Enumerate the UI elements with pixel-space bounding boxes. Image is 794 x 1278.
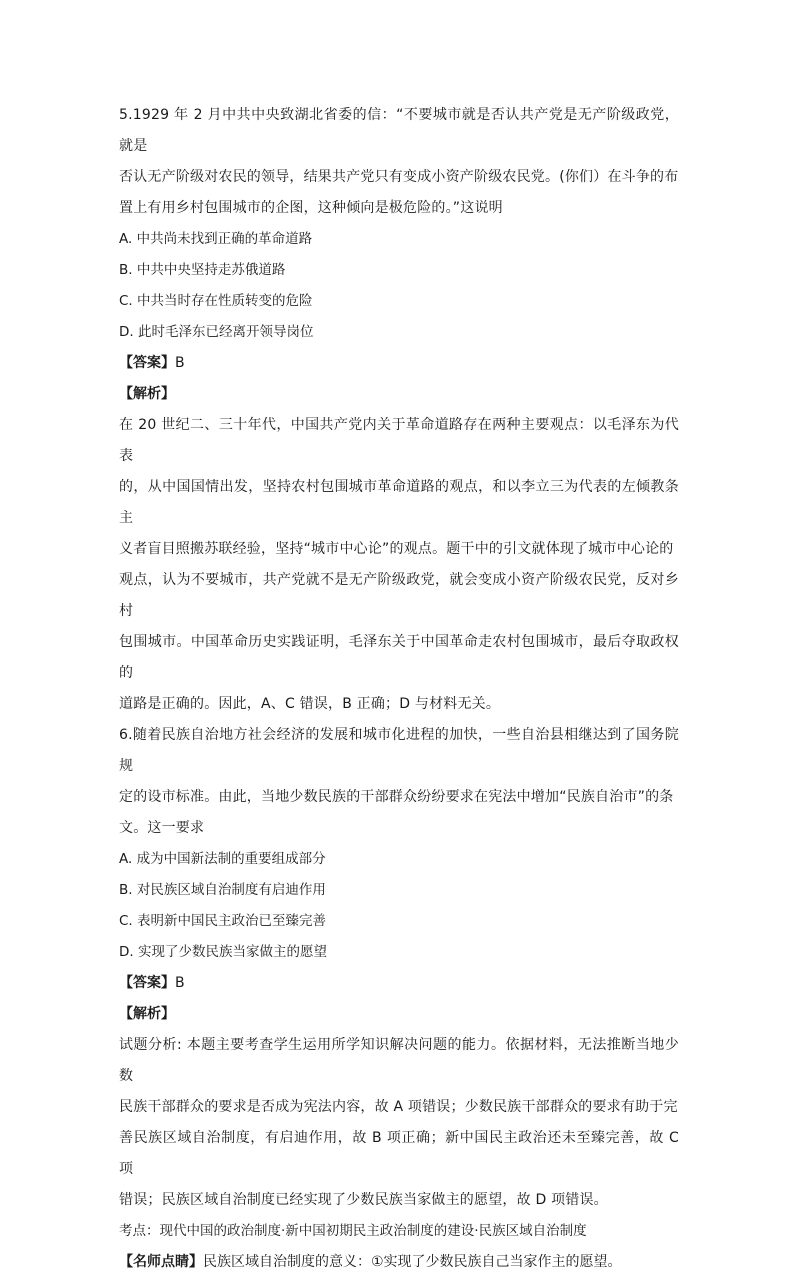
option-b: B. 中共中央坚持走苏俄道路: [119, 262, 286, 278]
option-c: C. 表明新中国民主政治已至臻完善: [119, 913, 327, 929]
option-d: D. 实现了少数民族当家做主的愿望: [119, 944, 327, 960]
teacher-note-text: 民族区域自治制度的意义：①实现了少数民族自己当家作主的愿望。: [203, 1254, 622, 1270]
analysis-label: 【解析】: [119, 1006, 175, 1022]
question-6-options: [119, 844, 679, 968]
analysis-line: 观点，认为不要城市，共产党就不是无产阶级政党，就会变成小资产阶级农民党，反对乡村: [119, 572, 679, 619]
option-b: B. 对民族区域自治制度有启迪作用: [119, 882, 326, 898]
question-5: [119, 100, 679, 720]
analysis-line: 包围城市。中国革命历史实践证明，毛泽东关于中国革命走农村包围城市，最后夺取政权的: [119, 634, 679, 681]
analysis-label: 【解析】: [119, 386, 175, 402]
document-page: [119, 100, 679, 1278]
analysis-heading: [119, 999, 679, 1030]
stem-line: 置上有用乡村包围城市的企图，这种倾向是极危险的。”这说明: [119, 200, 503, 216]
question-5-options: [119, 224, 679, 348]
stem-line: 否认无产阶级对农民的领导，结果共产党只有变成小资产阶级农民党。(你们）在斗争的布: [119, 169, 679, 185]
analysis-line: 义者盲目照搬苏联经验，坚持“城市中心论”的观点。题干中的引文就体现了城市中心论的: [119, 541, 674, 557]
stem-line: 文。这一要求: [119, 820, 205, 836]
question-6-stem: [119, 720, 679, 844]
question-6-analysis: [119, 1030, 679, 1216]
option-a: A. 成为中国新法制的重要组成部分: [119, 851, 326, 867]
question-5-stem: [119, 100, 679, 224]
answer-label: 【答案】: [119, 355, 175, 371]
option-c: C. 中共当时存在性质转变的危险: [119, 293, 313, 309]
answer-value: B: [175, 355, 185, 371]
analysis-line: 错误；民族区域自治制度已经实现了少数民族当家做主的愿望，故 D 项错误。: [119, 1192, 608, 1208]
analysis-line: 在 20 世纪二、三十年代，中国共产党内关于革命道路存在两种主要观点：以毛泽东为代表: [119, 417, 679, 464]
teacher-note-line: [119, 1247, 679, 1278]
answer-value: B: [175, 975, 185, 991]
stem-line: 定的设市标准。由此，当地少数民族的干部群众纷纷要求在宪法中增加“民族自治市”的条: [119, 789, 674, 805]
stem-line: 6.随着民族自治地方社会经济的发展和城市化进程的加快，一些自治县相继达到了国务院规: [119, 727, 679, 774]
stem-line: 5.1929 年 2 月中共中央致湖北省委的信：“不要城市就是否认共产党是无产阶级政党，就是: [119, 107, 679, 154]
teacher-note-label: 【名师点睛】: [119, 1254, 203, 1270]
analysis-line: 道路是正确的。因此，A、C 错误，B 正确；D 与材料无关。: [119, 696, 501, 712]
analysis-line: 的，从中国国情出发，坚持农村包围城市革命道路的观点，和以李立三为代表的左倾教条主: [119, 479, 679, 526]
question-6: [119, 720, 679, 1278]
kaodian-line: 考点：现代中国的政治制度·新中国初期民主政治制度的建设·民族区域自治制度: [119, 1223, 587, 1239]
question-5-analysis: [119, 410, 679, 720]
answer-line: [119, 968, 679, 999]
analysis-line: 民族干部群众的要求是否成为宪法内容，故 A 项错误；少数民族干部群众的要求有助于完: [119, 1099, 678, 1115]
option-a: A. 中共尚未找到正确的革命道路: [119, 231, 313, 247]
analysis-line: 善民族区域自治制度，有启迪作用，故 B 项正确；新中国民主政治还未至臻完善，故 C 项: [119, 1130, 679, 1177]
analysis-line: 试题分析: 本题主要考查学生运用所学知识解决问题的能力。依据材料，无法推断当地少数: [119, 1037, 679, 1084]
analysis-heading: [119, 379, 679, 410]
answer-line: [119, 348, 679, 379]
option-d: D. 此时毛泽东已经离开领导岗位: [119, 324, 314, 340]
answer-label: 【答案】: [119, 975, 175, 991]
